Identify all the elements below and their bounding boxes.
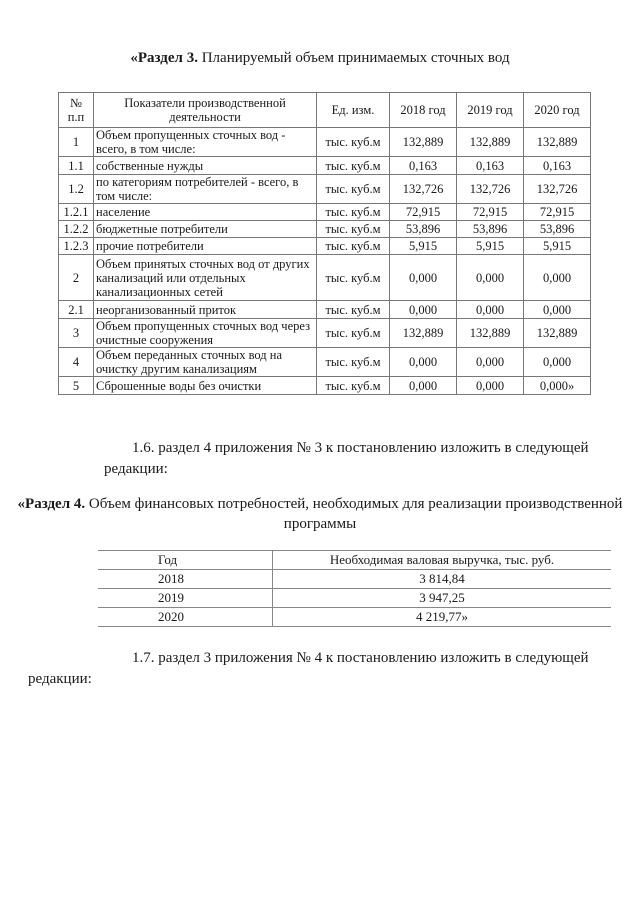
row-number: 5: [59, 377, 94, 395]
section4-title: «Раздел 4. Объем финансовых потребностей, необходимых для реализации производственной программы: [17, 496, 623, 532]
row-year: 2019: [98, 589, 273, 608]
row-number: 1.2.3: [59, 238, 94, 255]
row-indicator: Объем переданных сточных вод на очистку другим канализациям: [94, 348, 317, 377]
row-year: 2018: [98, 570, 273, 589]
row-value-2018: 0,000: [390, 301, 457, 319]
header-year: Год: [98, 551, 273, 570]
row-value-2019: 0,000: [457, 255, 524, 301]
table-row: [59, 301, 591, 319]
table-row: [98, 608, 611, 627]
row-value-2018: 53,896: [390, 221, 457, 238]
row-unit: тыс. куб.м: [317, 377, 390, 395]
table-row: [59, 221, 591, 238]
row-indicator: Объем принятых сточных вод от других канализаций или отдельных канализационных сетей: [94, 255, 317, 301]
row-value-2020: 0,000: [524, 255, 591, 301]
row-value-2020: 0,000: [524, 301, 591, 319]
row-value-2019: 0,000: [457, 377, 524, 395]
row-value-2020: 72,915: [524, 204, 591, 221]
row-unit: тыс. куб.м: [317, 348, 390, 377]
row-value-2020: 132,726: [524, 175, 591, 204]
row-value-2018: 72,915: [390, 204, 457, 221]
row-value-2018: 0,000: [390, 348, 457, 377]
section4-table: [98, 550, 611, 627]
row-indicator: прочие потребители: [94, 238, 317, 255]
row-value-2020: 5,915: [524, 238, 591, 255]
table-row: [59, 255, 591, 301]
row-number: 3: [59, 319, 94, 348]
row-number: 1: [59, 128, 94, 157]
row-number: 1.2.2: [59, 221, 94, 238]
row-revenue: 3 947,25: [273, 589, 612, 608]
row-value-2020: 0,000»: [524, 377, 591, 395]
table-row: [59, 377, 591, 395]
row-number: 2.1: [59, 301, 94, 319]
row-value-2020: 0,000: [524, 348, 591, 377]
row-indicator: Объем пропущенных сточных вод - всего, в том числе:: [94, 128, 317, 157]
row-value-2020: 132,889: [524, 128, 591, 157]
row-value-2019: 0,163: [457, 157, 524, 175]
row-indicator: собственные нужды: [94, 157, 317, 175]
row-value-2018: 132,726: [390, 175, 457, 204]
row-value-2018: 0,000: [390, 255, 457, 301]
row-unit: тыс. куб.м: [317, 301, 390, 319]
header-2020: 2020 год: [524, 93, 591, 128]
table-row: [59, 175, 591, 204]
row-value-2019: 0,000: [457, 348, 524, 377]
row-value-2018: 0,163: [390, 157, 457, 175]
row-value-2019: 132,889: [457, 319, 524, 348]
paragraph-1-7: 1.7. раздел 3 приложения № 4 к постановлению изложить в следующей редакции:: [28, 650, 589, 687]
section3-table: [58, 92, 591, 395]
row-value-2018: 132,889: [390, 128, 457, 157]
row-unit: тыс. куб.м: [317, 255, 390, 301]
row-unit: тыс. куб.м: [317, 319, 390, 348]
row-number: 2: [59, 255, 94, 301]
row-value-2018: 0,000: [390, 377, 457, 395]
row-value-2019: 72,915: [457, 204, 524, 221]
row-number: 1.2: [59, 175, 94, 204]
row-indicator: Сброшенные воды без очистки: [94, 377, 317, 395]
section3-title: «Раздел 3. Планируемый объем принимаемых сточных вод: [130, 50, 510, 66]
row-value-2019: 0,000: [457, 301, 524, 319]
row-revenue: 3 814,84: [273, 570, 612, 589]
row-unit: тыс. куб.м: [317, 128, 390, 157]
row-value-2020: 0,163: [524, 157, 591, 175]
table-row: [59, 319, 591, 348]
row-indicator: неорганизованный приток: [94, 301, 317, 319]
row-indicator: по категориям потребителей - всего, в том числе:: [94, 175, 317, 204]
row-unit: тыс. куб.м: [317, 204, 390, 221]
row-revenue: 4 219,77»: [273, 608, 612, 627]
row-value-2020: 53,896: [524, 221, 591, 238]
row-indicator: бюджетные потребители: [94, 221, 317, 238]
row-indicator: Объем пропущенных сточных вод через очистные сооружения: [94, 319, 317, 348]
row-year: 2020: [98, 608, 273, 627]
row-value-2018: 5,915: [390, 238, 457, 255]
row-value-2019: 53,896: [457, 221, 524, 238]
row-unit: тыс. куб.м: [317, 175, 390, 204]
table-header-row: [98, 551, 611, 570]
row-number: 4: [59, 348, 94, 377]
row-value-2019: 132,726: [457, 175, 524, 204]
header-2018: 2018 год: [390, 93, 457, 128]
row-indicator: население: [94, 204, 317, 221]
table-header-row: [59, 93, 591, 128]
row-unit: тыс. куб.м: [317, 221, 390, 238]
header-2019: 2019 год: [457, 93, 524, 128]
row-value-2020: 132,889: [524, 319, 591, 348]
header-num: № п.п: [59, 93, 94, 128]
table-row: [59, 238, 591, 255]
table-row: [59, 157, 591, 175]
table-row: [59, 204, 591, 221]
header-unit: Ед. изм.: [317, 93, 390, 128]
header-indicator: Показатели производственной деятельности: [94, 93, 317, 128]
row-value-2019: 132,889: [457, 128, 524, 157]
row-unit: тыс. куб.м: [317, 238, 390, 255]
row-number: 1.1: [59, 157, 94, 175]
row-value-2018: 132,889: [390, 319, 457, 348]
table-row: [59, 348, 591, 377]
table-row: [98, 589, 611, 608]
row-number: 1.2.1: [59, 204, 94, 221]
row-unit: тыс. куб.м: [317, 157, 390, 175]
table-row: [59, 128, 591, 157]
table-row: [98, 570, 611, 589]
paragraph-1-6: 1.6. раздел 4 приложения № 3 к постановлению изложить в следующей редакции:: [104, 440, 589, 477]
header-revenue: Необходимая валовая выручка, тыс. руб.: [273, 551, 612, 570]
row-value-2019: 5,915: [457, 238, 524, 255]
